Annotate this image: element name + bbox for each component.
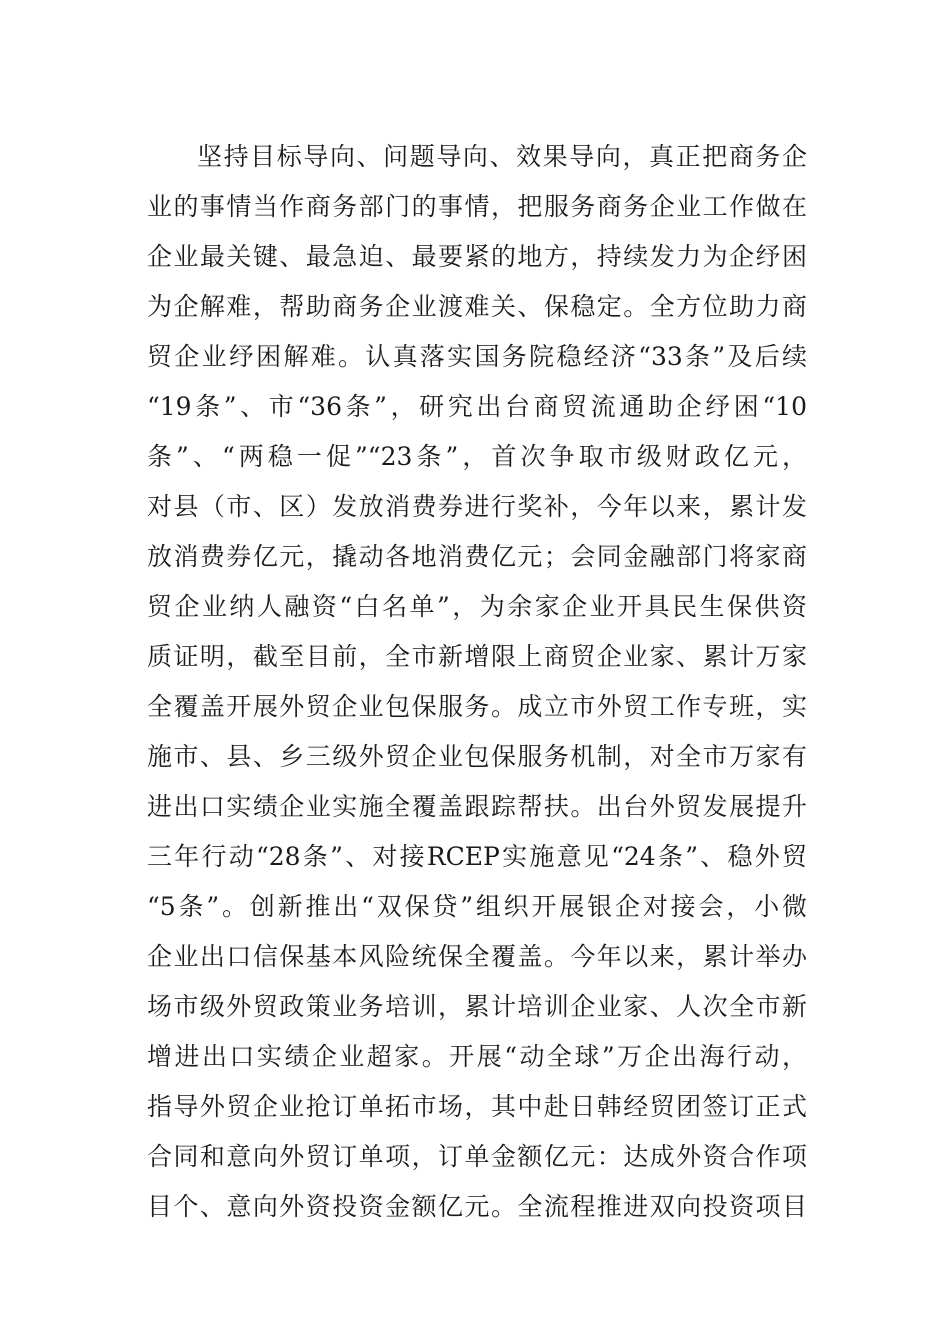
text-line: 质证明，截至目前，全市新增限上商贸企业家、累计万家 bbox=[147, 642, 807, 671]
text-line: 三年行动“28条”、对接RCEP实施意见“24条”、稳外贸 bbox=[147, 842, 807, 871]
text-line: 贸企业纾困解难。认真落实国务院稳经济“33条”及后续 bbox=[147, 342, 808, 371]
text-line: 进出口实绩企业实施全覆盖跟踪帮扶。出台外贸发展提升 bbox=[147, 792, 807, 821]
text-line: 为企解难，帮助商务企业渡难关、保稳定。全方位助力商 bbox=[147, 292, 807, 321]
text-line: 放消费券亿元，撬动各地消费亿元；会同金融部门将家商 bbox=[147, 542, 807, 571]
text-line: 合同和意向外贸订单项，订单金额亿元：达成外资合作项 bbox=[147, 1142, 807, 1171]
text-line: 目个、意向外资投资金额亿元。全流程推进双向投资项目 bbox=[147, 1192, 807, 1221]
text-line: 贸企业纳人融资“白名单”，为余家企业开具民生保供资 bbox=[147, 592, 807, 621]
text-line: 指导外贸企业抢订单拓市场，其中赴日韩经贸团签订正式 bbox=[147, 1092, 807, 1121]
text-line: 企业出口信保基本风险统保全覆盖。今年以来，累计举办 bbox=[147, 942, 807, 971]
text-line: 条”、“两稳一促”“23条”，首次争取市级财政亿元， bbox=[147, 442, 807, 471]
text-line: 场市级外贸政策业务培训，累计培训企业家、人次全市新 bbox=[147, 992, 807, 1021]
text-line: 业的事情当作商务部门的事情，把服务商务企业工作做在 bbox=[147, 192, 807, 221]
text-line: 企业最关键、最急迫、最要紧的地方，持续发力为企纾困 bbox=[147, 242, 807, 271]
text-line: “19条”、市“36条”，研究出台商贸流通助企纾困“10 bbox=[147, 392, 807, 421]
text-line: 坚持目标导向、问题导向、效果导向，真正把商务企 bbox=[197, 142, 807, 171]
body-paragraph bbox=[147, 132, 807, 1232]
text-line: 增进出口实绩企业超家。开展“动全球”万企出海行动， bbox=[147, 1042, 807, 1071]
text-line: 全覆盖开展外贸企业包保服务。成立市外贸工作专班，实 bbox=[147, 692, 807, 721]
text-line: 施市、县、乡三级外贸企业包保服务机制，对全市万家有 bbox=[147, 742, 807, 771]
text-line: 对县（市、区）发放消费券进行奖补，今年以来，累计发 bbox=[147, 492, 807, 521]
text-line: “5条”。创新推出“双保贷”组织开展银企对接会，小微 bbox=[147, 892, 807, 921]
